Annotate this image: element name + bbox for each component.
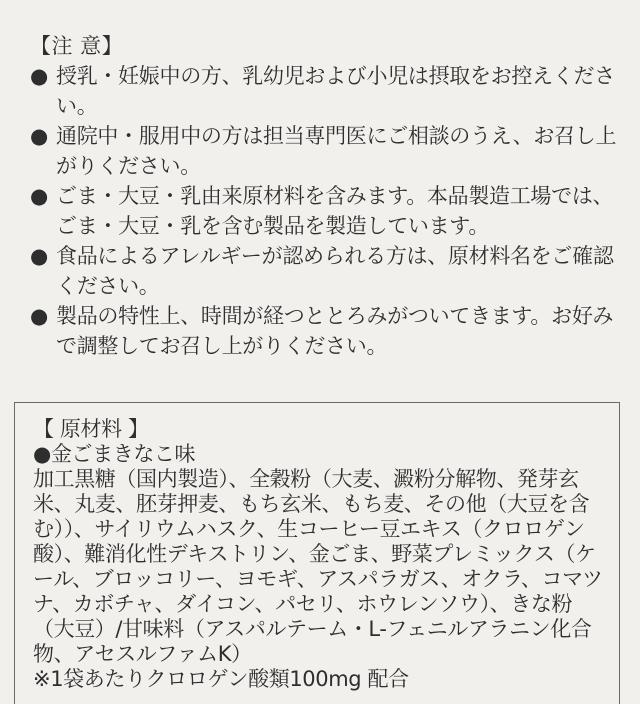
caution-item-breastfeeding <box>30 61 630 121</box>
ingredients-heading: 【 原材料 】 <box>33 417 149 441</box>
caution-item-text: 通院中・服用中の方は担当専門医にご相談のうえ、お召し上がりください。 <box>56 124 617 178</box>
bullet-icon: ● <box>30 244 49 268</box>
bullet-icon: ● <box>30 304 49 328</box>
caution-item-text: 授乳・妊娠中の方、乳幼児および小児は摂取をお控えください。 <box>56 64 615 118</box>
ingredients-content <box>33 417 613 692</box>
caution-item-medical <box>30 121 630 181</box>
chlorogenic-acid-note: ※1袋あたりクロロゲン酸類100mg 配合 <box>33 667 409 691</box>
caution-item-text: 食品によるアレルギーが認められる方は、原材料名をご確認ください。 <box>56 244 614 298</box>
caution-item-allergy-check <box>30 241 630 301</box>
caution-item-thickening <box>30 301 630 361</box>
caution-section <box>30 31 630 361</box>
bullet-icon: ● <box>30 124 49 148</box>
bullet-icon: ● <box>30 184 49 208</box>
caution-item-text: 製品の特性上、時間が経つととろみがついてきます。お好みで調整してお召し上がりください。 <box>56 304 614 358</box>
bullet-icon: ● <box>30 64 49 88</box>
caution-list <box>30 61 630 361</box>
caution-heading: 【注 意】 <box>30 34 124 58</box>
caution-item-text: ごま・大豆・乳由来原材料を含みます。本品製造工場では、ごま・大豆・乳を含む製品を製造しています。 <box>56 184 614 238</box>
flavor-name: ●金ごまきなこ味 <box>33 442 196 466</box>
ingredients-box <box>14 402 620 704</box>
ingredients-list-text: 加工黒糖（国内製造）、全穀粉（大麦、澱粉分解物、発芽玄米、丸麦、胚芽押麦、もち玄米、もち麦、その他（大豆を含む））、サイリウムハスク、生コーヒー豆エキス（クロロゲン酸）、難消化性デキストリン、金ごま、野菜プレミックス（ケール、ブロッコリー、ヨモギ、アスパラガス、オクラ、コマツナ、カボチャ、ダイコン、パセリ、ホウレンソウ）、きな粉（大豆）/甘味料（アスパルテーム・L-フェニルアラニン化合物、アセスルファムK） <box>33 467 603 666</box>
caution-item-allergens <box>30 181 630 241</box>
